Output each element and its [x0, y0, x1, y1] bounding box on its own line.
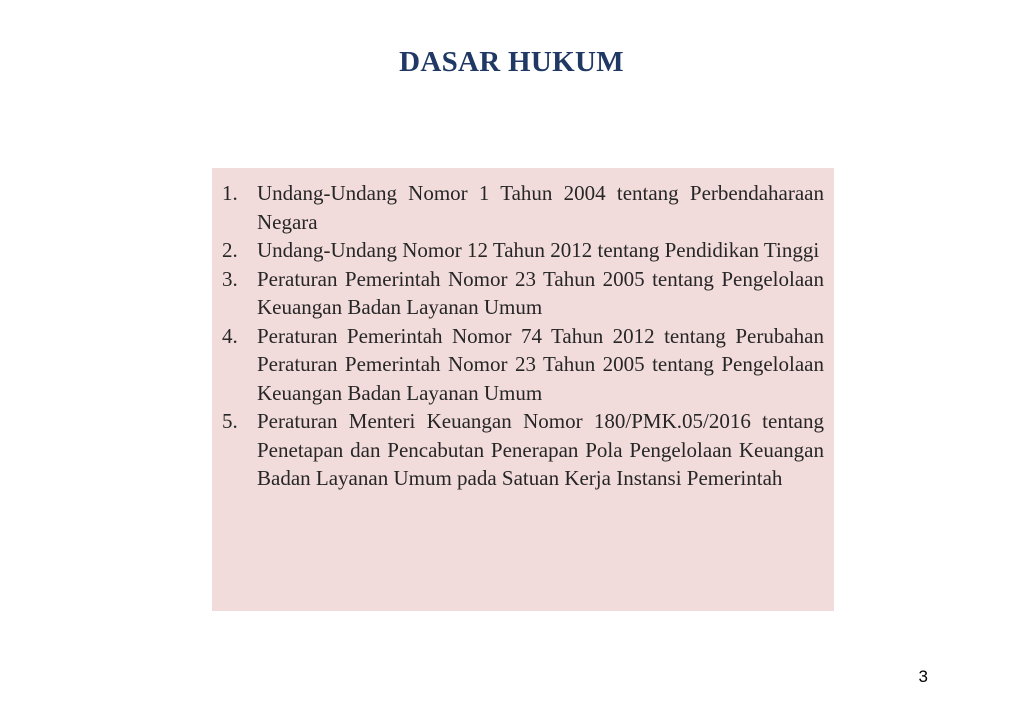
list-item-text: Undang-Undang Nomor 12 Tahun 2012 tentang Pendidikan Tinggi [257, 238, 820, 262]
list-item [222, 407, 824, 493]
list-item [222, 236, 824, 265]
slide-title: DASAR HUKUM [399, 46, 624, 78]
legal-basis-box [212, 168, 834, 611]
page-number: 3 [918, 667, 928, 686]
list-item-number: 4. [222, 323, 238, 348]
list-item-number: 5. [222, 409, 238, 433]
list-item-number: 2. [222, 238, 238, 262]
list-item-number: 3. [222, 266, 238, 291]
legal-basis-list [212, 168, 834, 493]
list-item-text: Undang-Undang Nomor 1 Tahun 2004 tentang Perbendaharaan Negara [257, 181, 824, 234]
list-item-text: Peraturan Pemerintah Nomor 74 Tahun 2012 tentang Perubahan Peraturan Pemerintah Nomor 23 Tahun 2005 tentang Pengelolaan Keuangan Badan Layanan Umum [257, 323, 824, 405]
list-item [222, 322, 824, 408]
list-item [222, 265, 824, 322]
list-item-number: 1. [222, 181, 238, 205]
list-item [222, 179, 824, 236]
list-item-text: Peraturan Menteri Keuangan Nomor 180/PMK.05/2016 tentang Penetapan dan Pencabutan Penerapan Pola Pengelolaan Keuangan Badan Layanan Umum pada Satuan Kerja Instansi Pemerintah [257, 409, 824, 490]
list-item-text: Peraturan Pemerintah Nomor 23 Tahun 2005 tentang Pengelolaan Keuangan Badan Layanan Umum [257, 266, 824, 319]
